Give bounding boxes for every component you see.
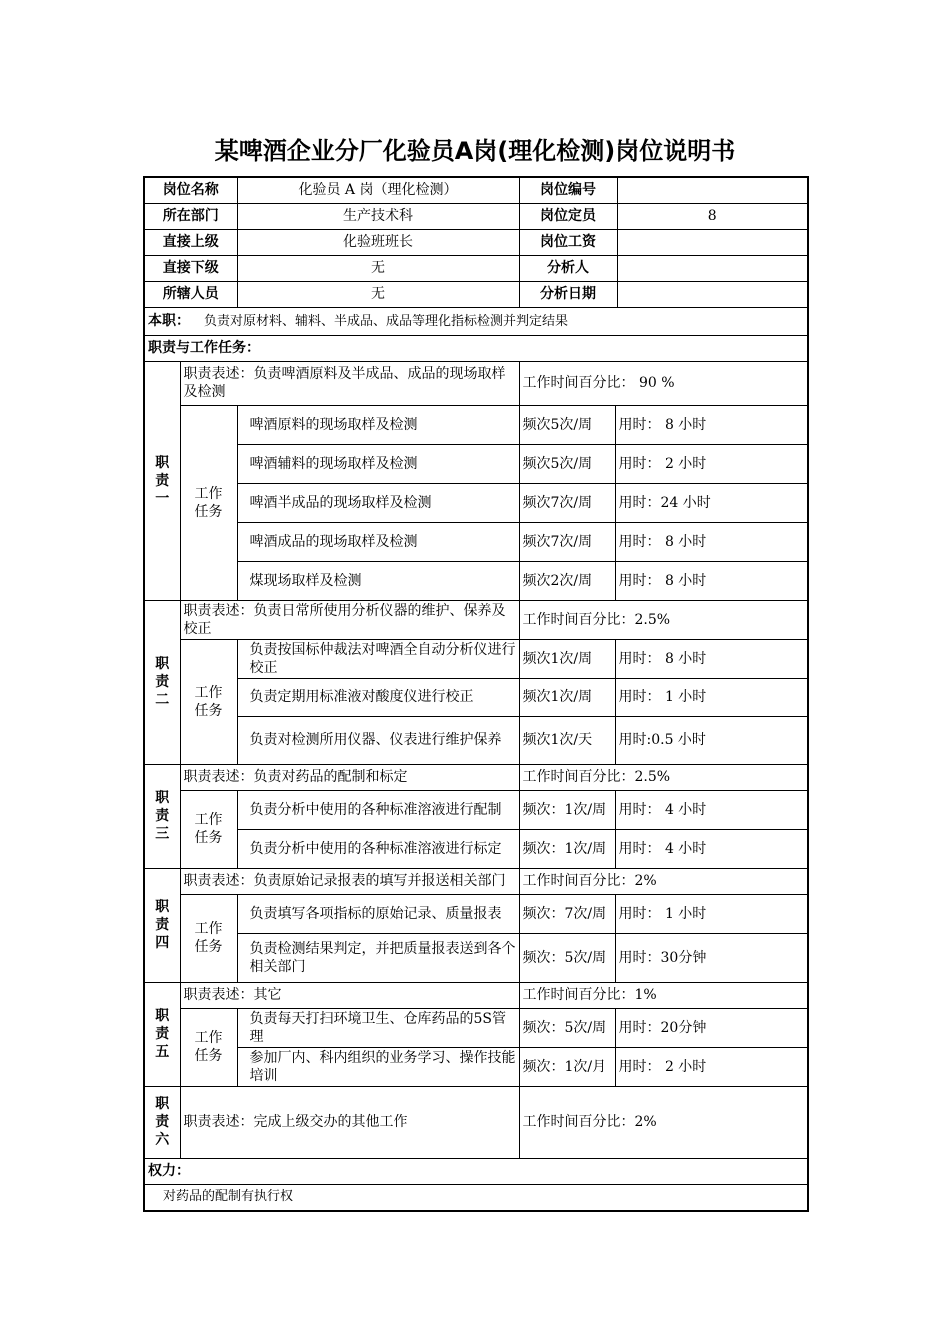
info-label — [144, 229, 237, 255]
info-value — [617, 229, 808, 255]
task-frequency-text: 频次7次/周 — [522, 494, 593, 511]
info-label-text: 岗位编号 — [540, 182, 596, 199]
task-duration — [615, 678, 808, 716]
info-label-text: 所辖人员 — [162, 286, 219, 302]
duty-name — [144, 868, 180, 982]
info-label-text: 岗位名称 — [162, 182, 219, 199]
task-duration-text: 用时： 8 小时 — [618, 650, 707, 667]
duty-name — [144, 361, 180, 600]
duty-name-char: 责 — [155, 1114, 170, 1130]
task-row — [144, 790, 808, 829]
task-frequency — [519, 522, 615, 561]
task-frequency-text: 频次7次/周 — [522, 533, 593, 550]
task-description — [237, 933, 519, 982]
info-label-text: 分析日期 — [540, 286, 596, 302]
work-task-label — [180, 894, 237, 982]
duties-header-row — [144, 335, 808, 361]
info-label-text: 岗位工资 — [540, 234, 596, 250]
main-duty — [144, 307, 808, 335]
duty-time-percent — [519, 600, 808, 639]
duty-time-percent — [519, 982, 808, 1008]
info-label — [519, 203, 617, 229]
task-description-text: 负责分析中使用的各种标准溶液进行配制 — [249, 801, 502, 818]
duty-desc-row — [144, 361, 808, 405]
task-frequency — [519, 639, 615, 678]
duty-name-char: 三 — [155, 826, 170, 842]
task-row — [144, 483, 808, 522]
duty-desc-row — [144, 600, 808, 639]
task-description — [237, 405, 519, 444]
duty-description-text: 职责表述：负责啤酒原料及半成品、成品的现场取样及检测 — [183, 366, 506, 400]
task-duration-text: 用时： 2 小时 — [618, 455, 707, 472]
work-task-label-text: 工作 — [194, 1030, 223, 1046]
duty-name — [144, 764, 180, 868]
task-duration — [615, 894, 808, 933]
duty-name-char: 责 — [155, 1026, 170, 1042]
task-row — [144, 1008, 808, 1047]
info-value-text: 化验员 A 岗（理化检测） — [298, 182, 458, 199]
duties-header-text: 职责与工作任务： — [148, 340, 260, 356]
duty-desc-row — [144, 1086, 808, 1158]
duty-description-text: 职责表述：负责对药品的配制和标定 — [183, 769, 408, 785]
info-value — [617, 255, 808, 281]
task-frequency-text: 频次：1次/周 — [522, 801, 607, 818]
work-task-label — [180, 790, 237, 868]
power-header-text: 权力： — [148, 1163, 190, 1179]
task-frequency — [519, 790, 615, 829]
task-frequency-text: 频次1次/天 — [522, 732, 593, 748]
info-label-text: 所在部门 — [162, 208, 219, 224]
main-duty-label: 本职： — [148, 312, 190, 329]
work-task-label-text: 工作 — [194, 921, 223, 937]
page-title: 某啤酒企业分厂化验员A岗(理化检测)岗位说明书 — [214, 137, 736, 165]
duty-desc-row — [144, 868, 808, 894]
power-header-row — [144, 1158, 808, 1184]
duty-description-text: 职责表述：负责原始记录报表的填写并报送相关部门 — [183, 873, 506, 889]
duty-time-percent-text: 工作时间百分比：2% — [522, 1114, 657, 1130]
duty-description-text: 职责表述：其它 — [183, 987, 282, 1003]
task-frequency — [519, 1008, 615, 1047]
task-row — [144, 444, 808, 483]
info-label — [519, 177, 617, 203]
task-description — [237, 1047, 519, 1086]
task-description — [237, 678, 519, 716]
task-description — [237, 894, 519, 933]
task-description-text: 负责填写各项指标的原始记录、质量报表 — [249, 905, 502, 922]
task-description — [237, 1008, 519, 1047]
task-duration-text: 用时：24 小时 — [618, 494, 711, 511]
task-description — [237, 522, 519, 561]
task-duration — [615, 1047, 808, 1086]
task-duration-text: 用时:0.5 小时 — [618, 732, 706, 748]
task-frequency — [519, 561, 615, 600]
task-duration-text: 用时：20分钟 — [618, 1019, 707, 1036]
task-description — [237, 639, 519, 678]
info-value-text: 生产技术科 — [343, 208, 413, 224]
duty-name-char: 职 — [155, 790, 170, 806]
duty-time-percent-text: 工作时间百分比：1% — [522, 987, 657, 1003]
task-description-text: 负责分析中使用的各种标准溶液进行标定 — [249, 840, 502, 857]
duty-name-char: 责 — [155, 917, 170, 933]
power-text — [144, 1184, 808, 1211]
duty-name-char: 责 — [155, 808, 170, 824]
task-frequency-text: 频次：5次/周 — [522, 1019, 607, 1036]
task-frequency — [519, 444, 615, 483]
info-label — [144, 177, 237, 203]
task-duration-text: 用时： 4 小时 — [618, 801, 707, 818]
duty-description — [180, 764, 519, 790]
task-frequency-text: 频次1次/周 — [522, 689, 593, 705]
info-row — [144, 229, 808, 255]
task-row — [144, 639, 808, 678]
task-frequency-text: 频次：1次/月 — [522, 1058, 607, 1075]
task-duration — [615, 933, 808, 982]
info-value — [237, 281, 519, 307]
task-row — [144, 894, 808, 933]
power-text-content: 对药品的配制有执行权 — [163, 1189, 294, 1205]
info-value-text: 无 — [371, 286, 385, 302]
task-frequency — [519, 716, 615, 764]
task-row — [144, 933, 808, 982]
task-frequency-text: 频次1次/周 — [522, 650, 593, 667]
task-frequency — [519, 405, 615, 444]
task-frequency-text: 频次2次/周 — [522, 572, 593, 589]
task-description-text: 负责定期用标准液对酸度仪进行校正 — [249, 689, 474, 705]
work-task-label-text: 任务 — [194, 939, 223, 955]
duty-desc-row — [144, 764, 808, 790]
task-row — [144, 678, 808, 716]
task-duration — [615, 1008, 808, 1047]
info-label-text: 分析人 — [547, 260, 589, 276]
power-header — [144, 1158, 808, 1184]
task-frequency — [519, 829, 615, 868]
task-duration — [615, 405, 808, 444]
work-task-label-text: 工作 — [194, 812, 223, 828]
info-value — [237, 229, 519, 255]
work-task-label-text: 工作 — [194, 485, 223, 502]
info-row — [144, 203, 808, 229]
duty-name-char: 职 — [155, 899, 170, 915]
task-duration — [615, 561, 808, 600]
info-row — [144, 281, 808, 307]
task-duration — [615, 522, 808, 561]
duty-description-text: 职责表述：负责日常所使用分析仪器的维护、保养及校正 — [183, 602, 506, 637]
task-frequency — [519, 483, 615, 522]
task-duration — [615, 790, 808, 829]
duty-description — [180, 1086, 519, 1158]
task-row — [144, 1047, 808, 1086]
info-label-text: 直接上级 — [162, 234, 219, 250]
info-value — [617, 177, 808, 203]
info-value-text: 无 — [371, 260, 385, 276]
duties-header — [144, 335, 808, 361]
duty-time-percent — [519, 868, 808, 894]
task-row — [144, 716, 808, 764]
task-frequency — [519, 678, 615, 716]
task-duration — [615, 716, 808, 764]
duty-name-char: 六 — [155, 1132, 170, 1148]
task-frequency-text: 频次5次/周 — [522, 416, 593, 433]
duty-time-percent-text: 工作时间百分比：2% — [522, 873, 657, 889]
work-task-label-text: 任务 — [194, 830, 223, 846]
work-task-label — [180, 1008, 237, 1086]
task-duration — [615, 483, 808, 522]
info-value-text: 8 — [707, 208, 717, 224]
duty-time-percent-text: 工作时间百分比：2.5% — [522, 611, 671, 628]
info-value-text: 化验班班长 — [343, 234, 413, 250]
info-value — [237, 177, 519, 203]
info-label — [519, 255, 617, 281]
duty-name-char: 职 — [155, 1096, 170, 1112]
duty-time-percent — [519, 1086, 808, 1158]
task-row — [144, 829, 808, 868]
info-label-text: 岗位定员 — [540, 208, 596, 224]
task-duration-text: 用时： 1 小时 — [618, 905, 707, 922]
task-description — [237, 790, 519, 829]
task-duration-text: 用时： 1 小时 — [618, 689, 707, 705]
task-description — [237, 716, 519, 764]
power-row — [144, 1184, 808, 1211]
duty-time-percent-text: 工作时间百分比： 90 % — [522, 375, 675, 391]
task-frequency-text: 频次5次/周 — [522, 455, 593, 472]
duty-name-char: 责 — [155, 472, 170, 489]
duty-name-char: 二 — [155, 692, 170, 708]
info-label — [519, 281, 617, 307]
duty-name-char: 责 — [155, 674, 170, 690]
info-value — [617, 203, 808, 229]
task-row — [144, 522, 808, 561]
duty-description — [180, 600, 519, 639]
task-frequency-text: 频次：1次/周 — [522, 840, 607, 857]
work-task-label — [180, 639, 237, 764]
duty-name-char: 职 — [155, 656, 170, 672]
duty-time-percent-text: 工作时间百分比：2.5% — [522, 769, 671, 785]
task-description — [237, 561, 519, 600]
work-task-label-text: 任务 — [194, 702, 223, 719]
info-row — [144, 255, 808, 281]
task-frequency — [519, 933, 615, 982]
duty-description-text: 职责表述：完成上级交办的其他工作 — [183, 1114, 408, 1130]
task-row — [144, 561, 808, 600]
duty-name — [144, 1086, 180, 1158]
task-duration-text: 用时： 4 小时 — [618, 840, 707, 857]
duty-name-char: 四 — [155, 935, 170, 951]
duty-name-char: 职 — [155, 1008, 170, 1024]
task-description-text: 负责检测结果判定，并把质量报表送到各个相关部门 — [249, 940, 516, 975]
duty-name — [144, 982, 180, 1086]
info-label — [144, 203, 237, 229]
duty-description — [180, 868, 519, 894]
main-duty-text: 负责对原材料、辅料、半成品、成品等理化指标检测并判定结果 — [204, 313, 569, 329]
work-task-label-text: 工作 — [194, 684, 223, 701]
task-description-text: 啤酒辅料的现场取样及检测 — [249, 455, 418, 472]
task-description-text: 啤酒半成品的现场取样及检测 — [249, 494, 432, 511]
main-duty-row — [144, 307, 808, 335]
job-description-table — [143, 176, 809, 1212]
task-description — [237, 483, 519, 522]
task-description — [237, 444, 519, 483]
task-duration — [615, 639, 808, 678]
work-task-label-text: 任务 — [194, 503, 223, 520]
task-duration — [615, 829, 808, 868]
duty-name — [144, 600, 180, 764]
task-frequency-text: 频次：7次/周 — [522, 905, 607, 922]
task-duration-text: 用时： 8 小时 — [618, 416, 707, 433]
duty-desc-row — [144, 982, 808, 1008]
duty-time-percent — [519, 361, 808, 405]
duty-name-char: 一 — [155, 490, 170, 507]
task-row — [144, 405, 808, 444]
duty-name-char: 五 — [155, 1044, 170, 1060]
task-duration — [615, 444, 808, 483]
info-row — [144, 177, 808, 203]
work-task-label — [180, 405, 237, 600]
task-description-text: 负责按国标仲裁法对啤酒全自动分析仪进行校正 — [249, 641, 516, 676]
task-description-text: 负责对检测所用仪器、仪表进行维护保养 — [249, 732, 502, 748]
task-duration-text: 用时： 8 小时 — [618, 572, 707, 589]
info-value — [237, 255, 519, 281]
task-frequency — [519, 894, 615, 933]
task-duration-text: 用时： 2 小时 — [618, 1058, 707, 1075]
info-label — [144, 255, 237, 281]
info-label — [144, 281, 237, 307]
duty-description — [180, 361, 519, 405]
task-description-text: 啤酒成品的现场取样及检测 — [249, 533, 418, 550]
task-description-text: 参加厂内、科内组织的业务学习、操作技能培训 — [249, 1049, 516, 1084]
info-value — [617, 281, 808, 307]
task-description — [237, 829, 519, 868]
task-duration-text: 用时：30分钟 — [618, 949, 707, 966]
task-description-text: 煤现场取样及检测 — [249, 572, 362, 589]
task-frequency-text: 频次：5次/周 — [522, 949, 607, 966]
info-label-text: 直接下级 — [162, 260, 219, 276]
info-label — [519, 229, 617, 255]
task-duration-text: 用时： 8 小时 — [618, 533, 707, 550]
duty-name-char: 职 — [155, 454, 170, 471]
task-description-text: 啤酒原料的现场取样及检测 — [249, 416, 418, 433]
info-value — [237, 203, 519, 229]
duty-time-percent — [519, 764, 808, 790]
duty-description — [180, 982, 519, 1008]
work-task-label-text: 任务 — [194, 1048, 223, 1064]
task-frequency — [519, 1047, 615, 1086]
task-description-text: 负责每天打扫环境卫生、仓库药品的5S管理 — [249, 1010, 506, 1045]
